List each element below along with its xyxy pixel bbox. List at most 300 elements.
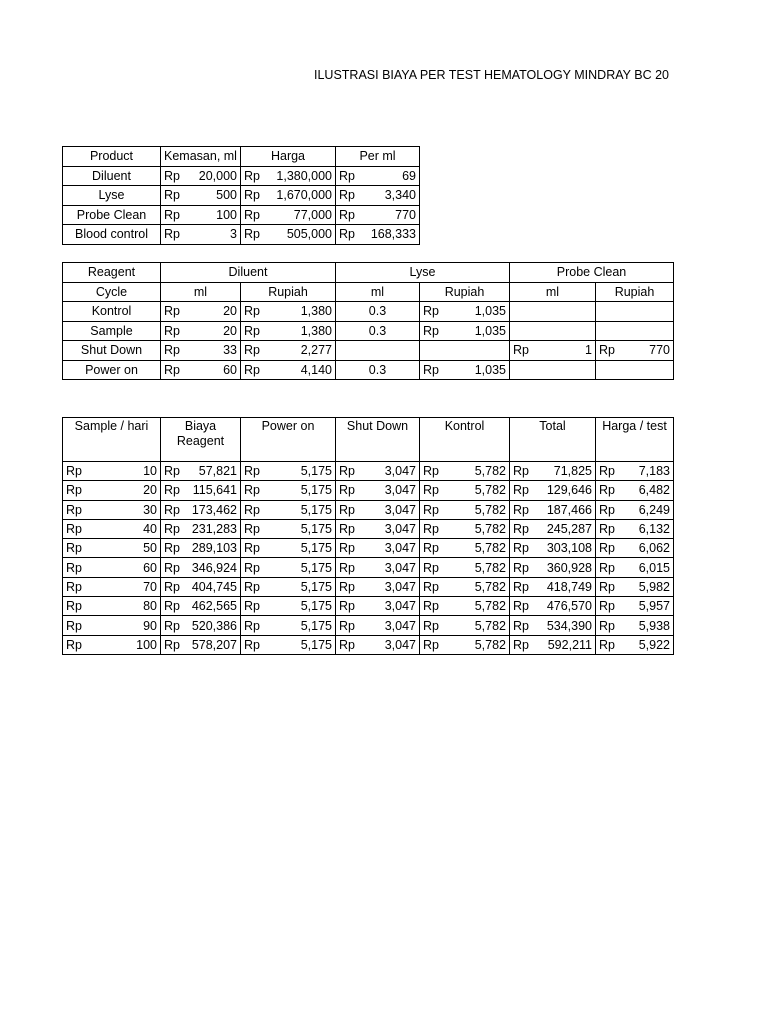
currency-label: Rp xyxy=(599,618,615,633)
table-row xyxy=(63,519,674,538)
kemasan-cell-value: 500 xyxy=(216,188,237,203)
diluent-rupiah-cell-value: 1,380 xyxy=(300,323,332,338)
reagent-cycle-table xyxy=(62,262,674,380)
currency-label: Rp xyxy=(66,541,82,556)
kontrol-cell-wrap xyxy=(423,501,506,519)
diluent-ml-cell-wrap xyxy=(164,302,237,320)
biaya-reagent-cell-value: 346,924 xyxy=(191,560,237,575)
power-on-cell-value: 5,175 xyxy=(300,541,332,556)
total-cell-wrap xyxy=(513,578,592,596)
product-name: Lyse xyxy=(63,186,161,206)
total-cell xyxy=(510,558,596,577)
currency-label: Rp xyxy=(339,541,355,556)
harga-cell-wrap xyxy=(244,186,332,204)
table-body xyxy=(63,166,420,244)
currency-label: Rp xyxy=(164,304,180,319)
currency-label: Rp xyxy=(599,560,615,575)
lyse-rupiah-cell-wrap xyxy=(423,322,506,340)
currency-label: Rp xyxy=(244,502,260,517)
diluent-ml-cell xyxy=(161,321,241,341)
per-ml-cell xyxy=(336,205,420,225)
sample-cell-value: 10 xyxy=(143,464,157,479)
table-row xyxy=(63,302,674,322)
shut-down-cell-wrap xyxy=(339,520,416,538)
power-on-cell-wrap xyxy=(244,559,332,577)
total-cell xyxy=(510,635,596,654)
currency-label: Rp xyxy=(164,618,180,633)
currency-label: Rp xyxy=(244,227,260,242)
total-cell-value: 245,287 xyxy=(546,522,592,537)
table-row xyxy=(63,166,420,186)
harga-test-cell-value: 5,922 xyxy=(638,637,670,652)
table-row xyxy=(63,481,674,500)
biaya-reagent-cell-value: 520,386 xyxy=(191,618,237,633)
biaya-reagent-cell xyxy=(161,519,241,538)
table-header-row xyxy=(63,147,420,167)
diluent-rupiah-cell-wrap xyxy=(244,341,332,359)
sample-cell-wrap xyxy=(66,520,157,538)
kontrol-cell xyxy=(420,539,510,558)
currency-label: Rp xyxy=(66,522,82,537)
biaya-reagent-cell-value: 231,283 xyxy=(191,522,237,537)
currency-label: Rp xyxy=(423,362,439,377)
harga-test-cell-wrap xyxy=(599,617,670,635)
harga-test-cell xyxy=(596,539,674,558)
kontrol-cell xyxy=(420,519,510,538)
total-cell-wrap xyxy=(513,636,592,654)
header-reagent: Reagent xyxy=(63,263,161,283)
probe-rupiah-cell-wrap xyxy=(599,341,670,359)
kemasan-cell-value: 3 xyxy=(230,227,237,242)
kontrol-cell xyxy=(420,635,510,654)
harga-test-cell-value: 5,982 xyxy=(638,579,670,594)
shut-down-cell xyxy=(336,616,420,635)
diluent-rupiah-cell-value: 4,140 xyxy=(300,362,332,377)
total-cell-wrap xyxy=(513,539,592,557)
biaya-reagent-cell-wrap xyxy=(164,481,237,499)
sample-cell-wrap xyxy=(66,501,157,519)
total-cell-value: 129,646 xyxy=(546,483,592,498)
header-product: Product xyxy=(63,147,161,167)
currency-label: Rp xyxy=(599,483,615,498)
lyse-ml-cell: 0.3 xyxy=(336,360,420,380)
biaya-reagent-cell-value: 57,821 xyxy=(198,464,237,479)
lyse-rupiah-cell-value: 1,035 xyxy=(474,304,506,319)
table-body xyxy=(63,462,674,655)
biaya-reagent-cell xyxy=(161,635,241,654)
shut-down-cell xyxy=(336,635,420,654)
probe-ml-cell xyxy=(510,302,596,322)
kontrol-cell-wrap xyxy=(423,539,506,557)
cycle-name: Sample xyxy=(63,321,161,341)
currency-label: Rp xyxy=(339,502,355,517)
diluent-rupiah-cell xyxy=(241,302,336,322)
header-diluent-rupiah: Rupiah xyxy=(241,282,336,302)
kontrol-cell-value: 5,782 xyxy=(474,579,506,594)
kontrol-cell xyxy=(420,577,510,596)
sample-cell-value: 40 xyxy=(143,522,157,537)
currency-label: Rp xyxy=(599,541,615,556)
per-ml-cell xyxy=(336,166,420,186)
harga-test-cell-value: 6,132 xyxy=(638,522,670,537)
biaya-reagent-cell-value: 289,103 xyxy=(191,541,237,556)
sample-cell xyxy=(63,597,161,616)
header-diluent-ml: ml xyxy=(161,282,241,302)
power-on-cell-value: 5,175 xyxy=(300,618,332,633)
kontrol-cell-value: 5,782 xyxy=(474,618,506,633)
total-cell-wrap xyxy=(513,462,592,480)
sample-cell-wrap xyxy=(66,539,157,557)
currency-label: Rp xyxy=(339,227,355,242)
per-ml-cell-wrap xyxy=(339,186,416,204)
harga-cell xyxy=(241,166,336,186)
probe-ml-cell xyxy=(510,321,596,341)
kontrol-cell-wrap xyxy=(423,597,506,615)
currency-label: Rp xyxy=(244,522,260,537)
header-total: Total xyxy=(510,418,596,462)
currency-label: Rp xyxy=(599,343,615,358)
harga-cell xyxy=(241,205,336,225)
power-on-cell-value: 5,175 xyxy=(300,483,332,498)
total-cell xyxy=(510,616,596,635)
currency-label: Rp xyxy=(339,599,355,614)
kontrol-cell xyxy=(420,558,510,577)
currency-label: Rp xyxy=(339,464,355,479)
header-shut-down: Shut Down xyxy=(336,418,420,462)
header-biaya-line2: Reagent xyxy=(176,434,225,448)
sample-cell xyxy=(63,500,161,519)
sample-cell-value: 70 xyxy=(143,579,157,594)
power-on-cell xyxy=(241,519,336,538)
biaya-reagent-cell-wrap xyxy=(164,501,237,519)
kontrol-cell-value: 5,782 xyxy=(474,541,506,556)
shut-down-cell-value: 3,047 xyxy=(384,483,416,498)
kontrol-cell xyxy=(420,462,510,481)
shut-down-cell-value: 3,047 xyxy=(384,637,416,652)
lyse-rupiah-cell xyxy=(420,302,510,322)
currency-label: Rp xyxy=(423,323,439,338)
harga-test-cell-value: 5,938 xyxy=(638,618,670,633)
kemasan-cell-wrap xyxy=(164,225,237,243)
kemasan-cell-value: 20,000 xyxy=(198,168,237,183)
sample-cell xyxy=(63,616,161,635)
harga-cell-wrap xyxy=(244,167,332,185)
currency-label: Rp xyxy=(244,343,260,358)
currency-label: Rp xyxy=(513,343,529,358)
kontrol-cell-wrap xyxy=(423,578,506,596)
header-harga: Harga xyxy=(241,147,336,167)
probe-ml-cell xyxy=(510,341,596,361)
probe-rupiah-cell xyxy=(596,302,674,322)
biaya-reagent-cell-wrap xyxy=(164,539,237,557)
shut-down-cell-wrap xyxy=(339,539,416,557)
diluent-ml-cell xyxy=(161,341,241,361)
probe-rupiah-cell xyxy=(596,341,674,361)
diluent-ml-cell xyxy=(161,360,241,380)
currency-label: Rp xyxy=(423,560,439,575)
currency-label: Rp xyxy=(339,522,355,537)
power-on-cell xyxy=(241,616,336,635)
lyse-rupiah-cell-wrap xyxy=(423,302,506,320)
harga-test-cell xyxy=(596,558,674,577)
currency-label: Rp xyxy=(164,343,180,358)
total-cell xyxy=(510,462,596,481)
harga-test-cell xyxy=(596,462,674,481)
power-on-cell-value: 5,175 xyxy=(300,637,332,652)
currency-label: Rp xyxy=(513,522,529,537)
sample-cell xyxy=(63,462,161,481)
currency-label: Rp xyxy=(66,560,82,575)
table-row xyxy=(63,225,420,245)
currency-label: Rp xyxy=(164,522,180,537)
table-row xyxy=(63,500,674,519)
shut-down-cell-wrap xyxy=(339,481,416,499)
diluent-ml-cell-value: 20 xyxy=(223,323,237,338)
sample-cell-wrap xyxy=(66,597,157,615)
currency-label: Rp xyxy=(513,464,529,479)
kontrol-cell-wrap xyxy=(423,559,506,577)
currency-label: Rp xyxy=(244,637,260,652)
power-on-cell-wrap xyxy=(244,462,332,480)
total-cell xyxy=(510,539,596,558)
currency-label: Rp xyxy=(423,618,439,633)
currency-label: Rp xyxy=(423,541,439,556)
kontrol-cell-value: 5,782 xyxy=(474,464,506,479)
harga-test-cell xyxy=(596,500,674,519)
currency-label: Rp xyxy=(66,599,82,614)
currency-label: Rp xyxy=(339,168,355,183)
total-cell xyxy=(510,597,596,616)
biaya-reagent-cell-value: 404,745 xyxy=(191,579,237,594)
lyse-ml-cell: 0.3 xyxy=(336,321,420,341)
harga-test-cell-wrap xyxy=(599,578,670,596)
harga-test-cell xyxy=(596,519,674,538)
table-row xyxy=(63,577,674,596)
total-cell-wrap xyxy=(513,501,592,519)
sample-cell xyxy=(63,481,161,500)
kemasan-cell xyxy=(161,186,241,206)
harga-test-cell-value: 6,249 xyxy=(638,502,670,517)
lyse-rupiah-cell-wrap xyxy=(423,361,506,379)
power-on-cell-value: 5,175 xyxy=(300,464,332,479)
biaya-reagent-cell xyxy=(161,462,241,481)
sample-cell-wrap xyxy=(66,617,157,635)
table-row xyxy=(63,321,674,341)
shut-down-cell-wrap xyxy=(339,462,416,480)
currency-label: Rp xyxy=(339,188,355,203)
currency-label: Rp xyxy=(164,207,180,222)
diluent-rupiah-cell-value: 1,380 xyxy=(300,304,332,319)
sample-cell xyxy=(63,635,161,654)
table-row xyxy=(63,635,674,654)
harga-cell-value: 505,000 xyxy=(286,227,332,242)
shut-down-cell xyxy=(336,481,420,500)
kontrol-cell-wrap xyxy=(423,617,506,635)
harga-test-cell xyxy=(596,597,674,616)
currency-label: Rp xyxy=(164,483,180,498)
harga-cell-wrap xyxy=(244,206,332,224)
shut-down-cell-wrap xyxy=(339,617,416,635)
header-probe-ml: ml xyxy=(510,282,596,302)
total-cell-wrap xyxy=(513,617,592,635)
shut-down-cell-wrap xyxy=(339,597,416,615)
per-ml-cell-value: 770 xyxy=(395,207,416,222)
total-cell-value: 71,825 xyxy=(553,464,592,479)
diluent-ml-cell xyxy=(161,302,241,322)
lyse-rupiah-cell-value: 1,035 xyxy=(474,323,506,338)
total-cell-wrap xyxy=(513,559,592,577)
total-cell-value: 592,211 xyxy=(547,637,592,652)
currency-label: Rp xyxy=(423,599,439,614)
currency-label: Rp xyxy=(244,541,260,556)
sample-cell-wrap xyxy=(66,559,157,577)
currency-label: Rp xyxy=(164,323,180,338)
biaya-reagent-cell-wrap xyxy=(164,617,237,635)
currency-label: Rp xyxy=(599,502,615,517)
power-on-cell-wrap xyxy=(244,636,332,654)
currency-label: Rp xyxy=(513,541,529,556)
shut-down-cell-value: 3,047 xyxy=(384,522,416,537)
diluent-rupiah-cell-wrap xyxy=(244,302,332,320)
table-row xyxy=(63,616,674,635)
currency-label: Rp xyxy=(513,618,529,633)
currency-label: Rp xyxy=(66,637,82,652)
header-kemasan: Kemasan, ml xyxy=(161,147,241,167)
kemasan-cell-wrap xyxy=(164,167,237,185)
power-on-cell xyxy=(241,597,336,616)
harga-test-cell-value: 7,183 xyxy=(638,464,670,479)
currency-label: Rp xyxy=(423,304,439,319)
kontrol-cell-wrap xyxy=(423,462,506,480)
sample-cell-wrap xyxy=(66,636,157,654)
biaya-reagent-cell xyxy=(161,539,241,558)
sample-cell-wrap xyxy=(66,462,157,480)
sample-cell-value: 30 xyxy=(143,502,157,517)
table-group-header-row xyxy=(63,263,674,283)
currency-label: Rp xyxy=(244,168,260,183)
table-row xyxy=(63,360,674,380)
currency-label: Rp xyxy=(423,483,439,498)
kontrol-cell-value: 5,782 xyxy=(474,483,506,498)
harga-test-cell-wrap xyxy=(599,520,670,538)
sample-cell xyxy=(63,539,161,558)
total-cell-value: 418,749 xyxy=(546,579,592,594)
sample-cell-value: 60 xyxy=(143,560,157,575)
shut-down-cell-value: 3,047 xyxy=(384,618,416,633)
currency-label: Rp xyxy=(164,464,180,479)
per-ml-cell-value: 69 xyxy=(402,168,416,183)
biaya-reagent-cell-wrap xyxy=(164,559,237,577)
sample-cell-value: 100 xyxy=(136,637,157,652)
table-row xyxy=(63,558,674,577)
biaya-reagent-cell-wrap xyxy=(164,520,237,538)
shut-down-cell-wrap xyxy=(339,578,416,596)
diluent-ml-cell-value: 60 xyxy=(223,362,237,377)
currency-label: Rp xyxy=(244,362,260,377)
shut-down-cell xyxy=(336,500,420,519)
biaya-reagent-cell xyxy=(161,481,241,500)
kontrol-cell-wrap xyxy=(423,636,506,654)
power-on-cell-wrap xyxy=(244,597,332,615)
header-lyse: Lyse xyxy=(336,263,510,283)
currency-label: Rp xyxy=(339,637,355,652)
header-power-on: Power on xyxy=(241,418,336,462)
table-sub-header-row xyxy=(63,282,674,302)
total-cell-value: 303,108 xyxy=(546,541,592,556)
per-ml-cell-value: 168,333 xyxy=(370,227,416,242)
power-on-cell xyxy=(241,462,336,481)
currency-label: Rp xyxy=(513,560,529,575)
currency-label: Rp xyxy=(244,188,260,203)
shut-down-cell-value: 3,047 xyxy=(384,560,416,575)
table-row xyxy=(63,186,420,206)
shut-down-cell-value: 3,047 xyxy=(384,464,416,479)
cost-per-test-table xyxy=(62,417,674,655)
kontrol-cell-value: 5,782 xyxy=(474,599,506,614)
shut-down-cell xyxy=(336,462,420,481)
power-on-cell-value: 5,175 xyxy=(300,522,332,537)
harga-cell-wrap xyxy=(244,225,332,243)
harga-test-cell-value: 6,015 xyxy=(638,560,670,575)
harga-cell-value: 1,380,000 xyxy=(276,168,332,183)
kontrol-cell xyxy=(420,481,510,500)
total-cell xyxy=(510,519,596,538)
kontrol-cell xyxy=(420,500,510,519)
power-on-cell-wrap xyxy=(244,481,332,499)
harga-test-cell-wrap xyxy=(599,597,670,615)
header-biaya-line1: Biaya xyxy=(184,419,217,433)
power-on-cell xyxy=(241,558,336,577)
per-ml-cell xyxy=(336,186,420,206)
sample-cell xyxy=(63,577,161,596)
cycle-name: Shut Down xyxy=(63,341,161,361)
header-lyse-ml: ml xyxy=(336,282,420,302)
total-cell-wrap xyxy=(513,520,592,538)
kemasan-cell xyxy=(161,166,241,186)
currency-label: Rp xyxy=(66,618,82,633)
kontrol-cell-value: 5,782 xyxy=(474,502,506,517)
currency-label: Rp xyxy=(244,560,260,575)
table-row xyxy=(63,539,674,558)
power-on-cell xyxy=(241,481,336,500)
harga-test-cell xyxy=(596,481,674,500)
shut-down-cell-wrap xyxy=(339,559,416,577)
sample-cell xyxy=(63,519,161,538)
biaya-reagent-cell-wrap xyxy=(164,578,237,596)
harga-cell-value: 1,670,000 xyxy=(276,188,332,203)
power-on-cell-wrap xyxy=(244,501,332,519)
sample-cell-wrap xyxy=(66,481,157,499)
power-on-cell-value: 5,175 xyxy=(300,502,332,517)
kemasan-cell xyxy=(161,225,241,245)
currency-label: Rp xyxy=(164,579,180,594)
diluent-rupiah-cell xyxy=(241,360,336,380)
currency-label: Rp xyxy=(513,599,529,614)
biaya-reagent-cell xyxy=(161,616,241,635)
probe-ml-cell xyxy=(510,360,596,380)
diluent-rupiah-cell xyxy=(241,341,336,361)
table-body xyxy=(63,302,674,380)
biaya-reagent-cell-wrap xyxy=(164,597,237,615)
total-cell-value: 187,466 xyxy=(546,502,592,517)
shut-down-cell-value: 3,047 xyxy=(384,502,416,517)
biaya-reagent-cell xyxy=(161,500,241,519)
diluent-ml-cell-wrap xyxy=(164,361,237,379)
currency-label: Rp xyxy=(513,483,529,498)
probe-rupiah-cell xyxy=(596,360,674,380)
shut-down-cell-wrap xyxy=(339,636,416,654)
currency-label: Rp xyxy=(244,464,260,479)
